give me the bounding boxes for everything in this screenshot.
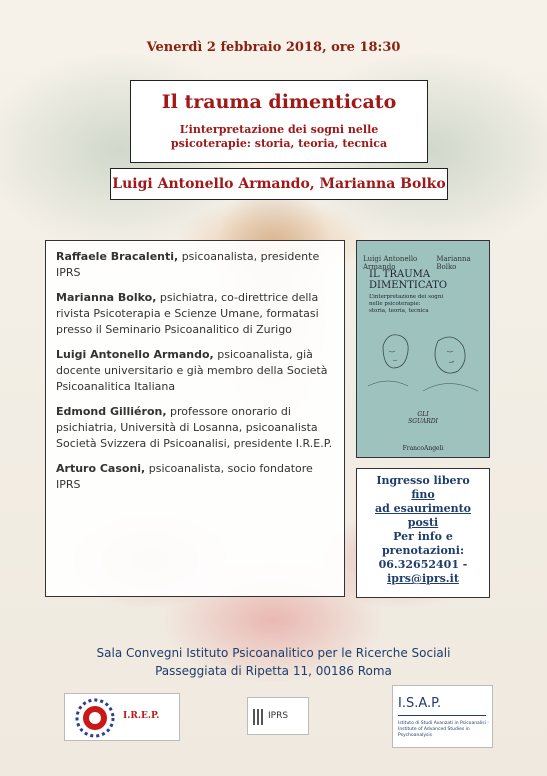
book-author: Luigi Antonello Armando — [363, 255, 418, 271]
speaker-role: psicoanalista, socio fondatore IPRS — [56, 462, 313, 491]
isap-logo-subtitle: Istituto di Studi Avanzati in Psicoanalisi · Institute of Advanced Studies in Psychoanalysis — [398, 721, 489, 738]
authors-box: Luigi Antonello Armando, Marianna Bolko — [110, 168, 448, 200]
speaker-name: Edmond Gilliéron, — [56, 405, 167, 418]
info-line: Per info e — [393, 530, 453, 543]
speaker-role: professore onorario di psichiatria, Università di Losanna, psicoanalista Società Svizzera di Psicoanalisi, presidente I.R.E.P. — [56, 405, 333, 450]
iprs-logo-text: IPRS — [268, 711, 289, 721]
info-phone: 06.32652401 - — [378, 558, 468, 571]
info-line: prenotazioni: — [381, 544, 465, 557]
iprs-logo — [247, 697, 309, 735]
book-publisher: FrancoAngeli — [402, 445, 444, 452]
irep-emblem-icon — [68, 695, 122, 741]
book-author: Marianna Bolko — [436, 255, 471, 271]
isap-logo — [392, 685, 493, 748]
book-subtitle-line: L’interpretazione dei sogni — [369, 294, 444, 300]
speaker-item — [56, 249, 334, 281]
speakers-box — [45, 240, 345, 597]
speaker-item — [56, 290, 334, 338]
speaker-name: Arturo Casoni, — [56, 462, 146, 475]
info-text: Ingresso libero — [376, 474, 470, 487]
event-date: Venerdì 2 febbraio 2018, ore 18:30 — [146, 40, 401, 55]
irep-logo-text: I.R.E.P. — [123, 711, 160, 721]
venue-line: Sala Convegni Istituto Psicoanalitico per le Ricerche Sociali — [96, 646, 451, 660]
info-line: posti — [407, 516, 439, 529]
subtitle-line: L’interpretazione dei sogni nelle — [179, 123, 379, 136]
speaker-name: Luigi Antonello Armando, — [56, 348, 214, 361]
irep-logo — [64, 693, 180, 741]
venue — [0, 644, 547, 680]
speaker-item — [56, 347, 334, 395]
speaker-role: psicoanalista, già docente universitario e già membro della Società Psicoanalitica Italiana — [56, 348, 328, 393]
book-cover — [356, 240, 490, 458]
isap-logo-text: I.S.A.P. — [398, 696, 442, 711]
speaker-item — [56, 461, 334, 493]
book-title — [369, 269, 447, 291]
speaker-name: Raffaele Bracalenti, — [56, 250, 179, 263]
venue-line: Passeggiata di Ripetta 11, 00186 Roma — [155, 664, 392, 678]
isap-divider — [398, 715, 486, 716]
info-box — [356, 468, 490, 598]
event-title: Il trauma dimenticato — [161, 91, 397, 113]
book-series — [357, 411, 489, 425]
book-title-line: DIMENTICATO — [369, 280, 448, 291]
event-subtitle — [131, 123, 427, 151]
speaker-role: psichiatra, co-direttrice della rivista Psicoterapia e Scienze Umane, formatasi presso il Seminario Psicoanalitico di Zurigo — [56, 291, 319, 336]
title-box — [130, 80, 428, 163]
info-text: fino — [411, 488, 435, 501]
book-subtitle-line: nelle psicoterapie: — [369, 301, 421, 307]
info-line: ad esaurimento — [375, 502, 471, 515]
book-series-line: SGUARDI — [408, 418, 438, 425]
info-line — [363, 474, 483, 502]
info-email-link[interactable]: iprs@iprs.it — [387, 572, 459, 585]
subtitle-line: psicoterapie: storia, teoria, tecnica — [170, 137, 388, 150]
book-subtitle-line: storia, teoria, tecnica — [369, 308, 429, 314]
speaker-item — [56, 404, 334, 452]
speaker-name: Marianna Bolko, — [56, 291, 157, 304]
book-series-line: GLI — [417, 411, 429, 418]
speaker-role: psicoanalista, presidente IPRS — [56, 250, 320, 279]
book-title-line: IL TRAUMA — [369, 269, 431, 280]
iprs-bars-icon — [253, 709, 267, 725]
book-sketch-art — [363, 316, 485, 401]
book-subtitle — [369, 294, 443, 315]
